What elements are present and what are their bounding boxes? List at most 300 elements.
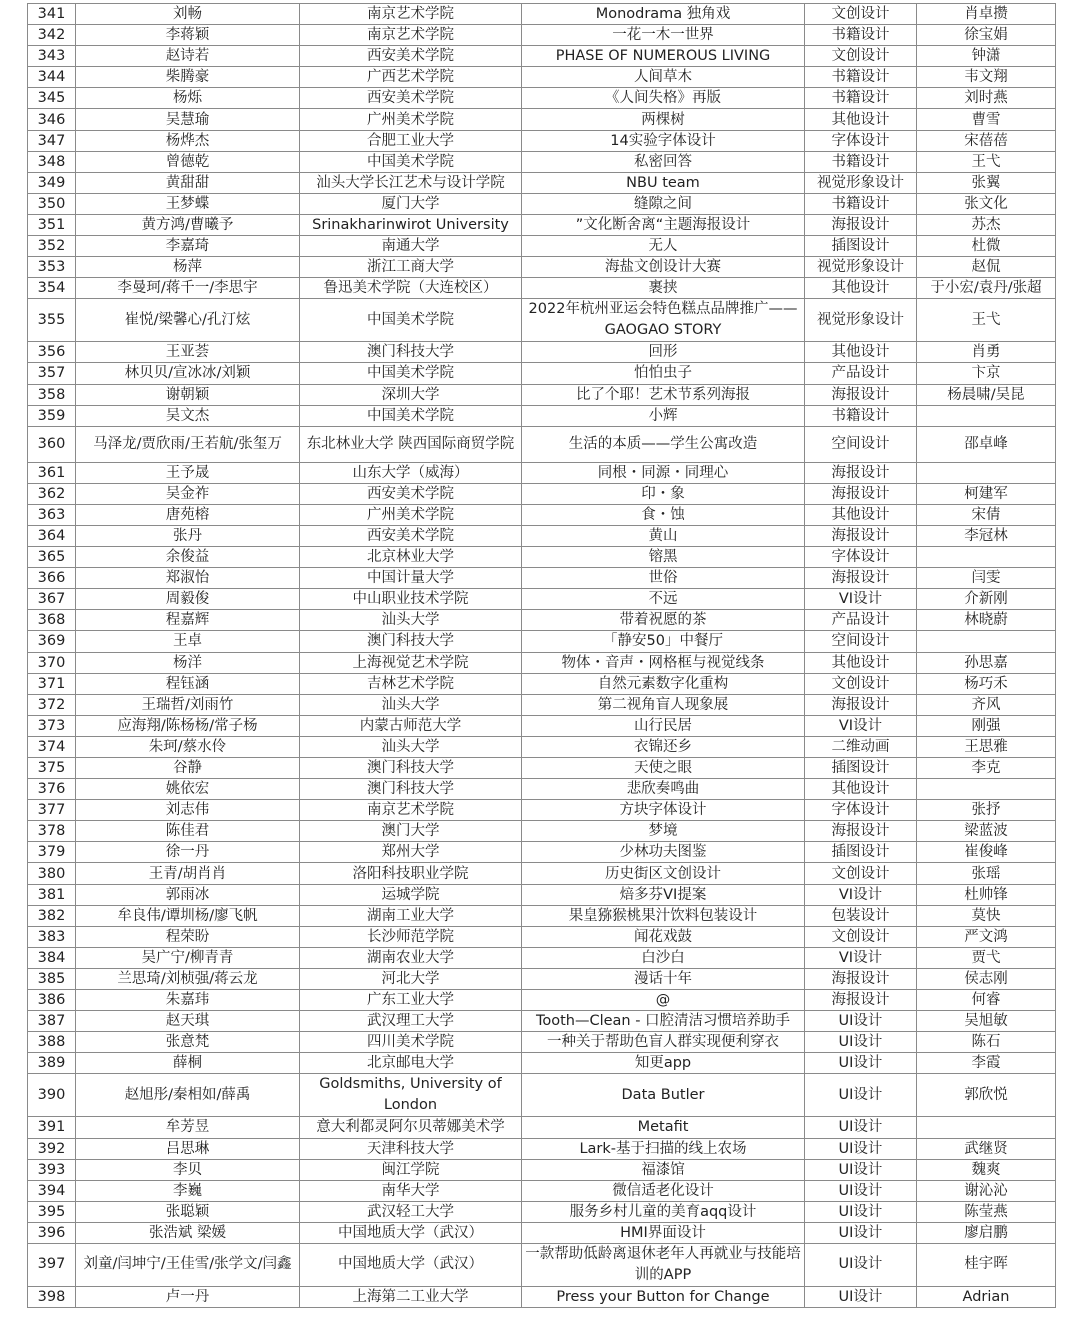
school-cell: 天津科技大学 (300, 1138, 522, 1159)
table-row (28, 504, 1056, 525)
table-row (28, 1053, 1056, 1074)
work-title-cell: 一花一木一世界 (522, 25, 805, 46)
advisor-cell: 张抒 (917, 800, 1056, 821)
row-number-cell: 357 (28, 363, 76, 384)
school-cell: 南京艺术学院 (300, 800, 522, 821)
category-cell: UI设计 (805, 1011, 917, 1032)
row-number-cell: 396 (28, 1222, 76, 1243)
category-cell: UI设计 (805, 1159, 917, 1180)
student-name-cell: 曾德乾 (76, 151, 300, 172)
advisor-cell: 肖卓攒 (917, 4, 1056, 25)
category-cell: 书籍设计 (805, 193, 917, 214)
table-row (28, 299, 1056, 342)
award-list-body (28, 4, 1056, 1308)
school-cell: 西安美术学院 (300, 525, 522, 546)
work-title-cell: 镕黑 (522, 547, 805, 568)
student-name-cell: 李贝 (76, 1159, 300, 1180)
table-row (28, 884, 1056, 905)
work-title-cell: ”文化断舍离“主题海报设计 (522, 214, 805, 235)
advisor-cell: 张翼 (917, 172, 1056, 193)
work-title-cell: 世俗 (522, 568, 805, 589)
table-row (28, 652, 1056, 673)
advisor-cell: 齐风 (917, 694, 1056, 715)
student-name-cell: 刘畅 (76, 4, 300, 25)
table-row (28, 109, 1056, 130)
student-name-cell: 马泽龙/贾欣雨/王若航/张玺万 (76, 426, 300, 462)
student-name-cell: 杨烁 (76, 88, 300, 109)
advisor-cell: 刚强 (917, 715, 1056, 736)
table-row (28, 673, 1056, 694)
table-row (28, 547, 1056, 568)
category-cell: 文创设计 (805, 46, 917, 67)
school-cell: 厦门大学 (300, 193, 522, 214)
category-cell: 字体设计 (805, 800, 917, 821)
row-number-cell: 346 (28, 109, 76, 130)
school-cell: 澳门科技大学 (300, 631, 522, 652)
advisor-cell: 侯志刚 (917, 968, 1056, 989)
work-title-cell: 《人间失格》再版 (522, 88, 805, 109)
category-cell: 海报设计 (805, 462, 917, 483)
category-cell: 书籍设计 (805, 25, 917, 46)
advisor-cell: 苏杰 (917, 214, 1056, 235)
student-name-cell: 郑淑怡 (76, 568, 300, 589)
table-row (28, 863, 1056, 884)
category-cell: 海报设计 (805, 384, 917, 405)
school-cell: 洛阳科技职业学院 (300, 863, 522, 884)
category-cell: 其他设计 (805, 652, 917, 673)
advisor-cell: 徐宝娟 (917, 25, 1056, 46)
student-name-cell: 程嘉辉 (76, 610, 300, 631)
advisor-cell: 钟潇 (917, 46, 1056, 67)
student-name-cell: 朱珂/蔡水伶 (76, 736, 300, 757)
work-title-cell: 海盐文创设计大赛 (522, 257, 805, 278)
advisor-cell: Adrian (917, 1286, 1056, 1307)
advisor-cell: 桂宇晖 (917, 1243, 1056, 1286)
work-title-cell: Lark-基于扫描的线上农场 (522, 1138, 805, 1159)
category-cell: UI设计 (805, 1138, 917, 1159)
school-cell: 西安美术学院 (300, 46, 522, 67)
row-number-cell: 368 (28, 610, 76, 631)
work-title-cell: 「静安50」中餐厅 (522, 631, 805, 652)
work-title-cell: 人间草木 (522, 67, 805, 88)
student-name-cell: 谢朝颖 (76, 384, 300, 405)
student-name-cell: 赵诗若 (76, 46, 300, 67)
category-cell: 空间设计 (805, 426, 917, 462)
school-cell: 广州美术学院 (300, 504, 522, 525)
advisor-cell: 廖启鹏 (917, 1222, 1056, 1243)
table-row (28, 1159, 1056, 1180)
row-number-cell: 377 (28, 800, 76, 821)
row-number-cell: 389 (28, 1053, 76, 1074)
work-title-cell: 带着祝愿的茶 (522, 610, 805, 631)
school-cell: 南京艺术学院 (300, 4, 522, 25)
table-row (28, 1243, 1056, 1286)
work-title-cell: 知更app (522, 1053, 805, 1074)
row-number-cell: 354 (28, 278, 76, 299)
advisor-cell (917, 405, 1056, 426)
work-title-cell: 山行民居 (522, 715, 805, 736)
category-cell: UI设计 (805, 1222, 917, 1243)
work-title-cell: PHASE OF NUMEROUS LIVING (522, 46, 805, 67)
row-number-cell: 356 (28, 342, 76, 363)
student-name-cell: 刘志伟 (76, 800, 300, 821)
student-name-cell: 张丹 (76, 525, 300, 546)
table-row (28, 610, 1056, 631)
work-title-cell: 自然元素数字化重构 (522, 673, 805, 694)
advisor-cell: 卞京 (917, 363, 1056, 384)
school-cell: 中国计量大学 (300, 568, 522, 589)
work-title-cell: NBU team (522, 172, 805, 193)
advisor-cell: 柯建军 (917, 483, 1056, 504)
row-number-cell: 370 (28, 652, 76, 673)
school-cell: 武汉理工大学 (300, 1011, 522, 1032)
student-name-cell: 李蒋颖 (76, 25, 300, 46)
row-number-cell: 342 (28, 25, 76, 46)
work-title-cell: 焙多芬VI提案 (522, 884, 805, 905)
row-number-cell: 344 (28, 67, 76, 88)
school-cell: 澳门大学 (300, 821, 522, 842)
advisor-cell: 邵卓峰 (917, 426, 1056, 462)
row-number-cell: 385 (28, 968, 76, 989)
category-cell: 海报设计 (805, 968, 917, 989)
advisor-cell (917, 779, 1056, 800)
school-cell: 西安美术学院 (300, 483, 522, 504)
school-cell: 汕头大学 (300, 736, 522, 757)
category-cell: 书籍设计 (805, 151, 917, 172)
student-name-cell: 柴腾豪 (76, 67, 300, 88)
student-name-cell: 杨烨杰 (76, 130, 300, 151)
school-cell: 内蒙古师范大学 (300, 715, 522, 736)
category-cell: 字体设计 (805, 547, 917, 568)
work-title-cell: 果皇猕猴桃果汁饮料包装设计 (522, 905, 805, 926)
row-number-cell: 364 (28, 525, 76, 546)
school-cell: 南通大学 (300, 236, 522, 257)
advisor-cell: 魏爽 (917, 1159, 1056, 1180)
student-name-cell: 应海翔/陈杨杨/常子杨 (76, 715, 300, 736)
student-name-cell: 周毅俊 (76, 589, 300, 610)
school-cell: 上海视觉艺术学院 (300, 652, 522, 673)
row-number-cell: 379 (28, 842, 76, 863)
student-name-cell: 朱嘉玮 (76, 990, 300, 1011)
table-row (28, 1286, 1056, 1307)
school-cell: 鲁迅美术学院（大连校区） (300, 278, 522, 299)
advisor-cell: 吴旭敏 (917, 1011, 1056, 1032)
row-number-cell: 352 (28, 236, 76, 257)
row-number-cell: 387 (28, 1011, 76, 1032)
work-title-cell: 历史街区文创设计 (522, 863, 805, 884)
advisor-cell: 谢沁沁 (917, 1180, 1056, 1201)
work-title-cell: 一款帮助低龄离退休老年人再就业与技能培训的APP (522, 1243, 805, 1286)
row-number-cell: 351 (28, 214, 76, 235)
table-row (28, 1201, 1056, 1222)
row-number-cell: 371 (28, 673, 76, 694)
row-number-cell: 361 (28, 462, 76, 483)
work-title-cell: 微信适老化设计 (522, 1180, 805, 1201)
table-row (28, 990, 1056, 1011)
table-row (28, 151, 1056, 172)
advisor-cell: 梁蓝波 (917, 821, 1056, 842)
advisor-cell: 李克 (917, 758, 1056, 779)
row-number-cell: 359 (28, 405, 76, 426)
work-title-cell: 物体・音声・网格框与视觉线条 (522, 652, 805, 673)
student-name-cell: 李曼珂/蒋千一/李思宇 (76, 278, 300, 299)
table-row (28, 1222, 1056, 1243)
row-number-cell: 343 (28, 46, 76, 67)
school-cell: 湖南农业大学 (300, 947, 522, 968)
category-cell: UI设计 (805, 1201, 917, 1222)
table-row (28, 905, 1056, 926)
school-cell: 湖南工业大学 (300, 905, 522, 926)
row-number-cell: 373 (28, 715, 76, 736)
row-number-cell: 390 (28, 1074, 76, 1117)
advisor-cell (917, 462, 1056, 483)
category-cell: 字体设计 (805, 130, 917, 151)
row-number-cell: 380 (28, 863, 76, 884)
category-cell: 文创设计 (805, 926, 917, 947)
student-name-cell: 谷静 (76, 758, 300, 779)
school-cell: 汕头大学 (300, 610, 522, 631)
work-title-cell: 裹挟 (522, 278, 805, 299)
school-cell: 广州美术学院 (300, 109, 522, 130)
school-cell: Goldsmiths, University of London (300, 1074, 522, 1117)
table-row (28, 947, 1056, 968)
work-title-cell: HMI界面设计 (522, 1222, 805, 1243)
category-cell: 海报设计 (805, 821, 917, 842)
student-name-cell: 杨萍 (76, 257, 300, 278)
work-title-cell: 漫话十年 (522, 968, 805, 989)
table-row (28, 1117, 1056, 1138)
school-cell: 上海第二工业大学 (300, 1286, 522, 1307)
school-cell: 山东大学（威海） (300, 462, 522, 483)
category-cell: 文创设计 (805, 4, 917, 25)
category-cell: 文创设计 (805, 863, 917, 884)
advisor-cell: 肖勇 (917, 342, 1056, 363)
work-title-cell: 比了个耶！艺术节系列海报 (522, 384, 805, 405)
row-number-cell: 386 (28, 990, 76, 1011)
row-number-cell: 383 (28, 926, 76, 947)
table-row (28, 46, 1056, 67)
category-cell: 其他设计 (805, 779, 917, 800)
table-row (28, 363, 1056, 384)
advisor-cell: 杜帅锋 (917, 884, 1056, 905)
table-row (28, 758, 1056, 779)
row-number-cell: 391 (28, 1117, 76, 1138)
category-cell: 其他设计 (805, 109, 917, 130)
row-number-cell: 398 (28, 1286, 76, 1307)
work-title-cell: 小辉 (522, 405, 805, 426)
table-row (28, 25, 1056, 46)
work-title-cell: Press your Button for Change (522, 1286, 805, 1307)
table-row (28, 842, 1056, 863)
school-cell: 吉林艺术学院 (300, 673, 522, 694)
category-cell: 海报设计 (805, 483, 917, 504)
advisor-cell (917, 1117, 1056, 1138)
table-row (28, 694, 1056, 715)
category-cell: 插图设计 (805, 842, 917, 863)
student-name-cell: 王梦蝶 (76, 193, 300, 214)
student-name-cell: 刘童/闫坤宁/王佳雪/张学文/闫鑫 (76, 1243, 300, 1286)
category-cell: UI设计 (805, 1053, 917, 1074)
student-name-cell: 卢一丹 (76, 1286, 300, 1307)
school-cell: 四川美术学院 (300, 1032, 522, 1053)
student-name-cell: 王瑞哲/刘雨竹 (76, 694, 300, 715)
row-number-cell: 394 (28, 1180, 76, 1201)
table-row (28, 631, 1056, 652)
student-name-cell: 崔悦/梁馨心/孔汀炫 (76, 299, 300, 342)
row-number-cell: 374 (28, 736, 76, 757)
school-cell: 南京艺术学院 (300, 25, 522, 46)
table-row (28, 1180, 1056, 1201)
work-title-cell: Data Butler (522, 1074, 805, 1117)
work-title-cell: 食・蚀 (522, 504, 805, 525)
category-cell: 书籍设计 (805, 88, 917, 109)
work-title-cell: 方块字体设计 (522, 800, 805, 821)
category-cell: VI设计 (805, 947, 917, 968)
advisor-cell: 武继贤 (917, 1138, 1056, 1159)
student-name-cell: 吴金祚 (76, 483, 300, 504)
school-cell: 运城学院 (300, 884, 522, 905)
table-row (28, 278, 1056, 299)
row-number-cell: 395 (28, 1201, 76, 1222)
school-cell: 河北大学 (300, 968, 522, 989)
row-number-cell: 369 (28, 631, 76, 652)
table-row (28, 525, 1056, 546)
table-row (28, 715, 1056, 736)
category-cell: UI设计 (805, 1286, 917, 1307)
table-row (28, 926, 1056, 947)
category-cell: 插图设计 (805, 236, 917, 257)
work-title-cell: 2022年杭州亚运会特色糕点品牌推广——GAOGAO STORY (522, 299, 805, 342)
row-number-cell: 392 (28, 1138, 76, 1159)
advisor-cell: 宋蓓蓓 (917, 130, 1056, 151)
school-cell: 长沙师范学院 (300, 926, 522, 947)
row-number-cell: 355 (28, 299, 76, 342)
advisor-cell: 杨巧禾 (917, 673, 1056, 694)
row-number-cell: 388 (28, 1032, 76, 1053)
work-title-cell: 两棵树 (522, 109, 805, 130)
category-cell: 海报设计 (805, 525, 917, 546)
category-cell: 海报设计 (805, 214, 917, 235)
work-title-cell: 怕怕虫子 (522, 363, 805, 384)
school-cell: 中国美术学院 (300, 299, 522, 342)
student-name-cell: 王予晟 (76, 462, 300, 483)
work-title-cell: @ (522, 990, 805, 1011)
student-name-cell: 张聪颖 (76, 1201, 300, 1222)
advisor-cell: 林晓蔚 (917, 610, 1056, 631)
work-title-cell: 衣锦还乡 (522, 736, 805, 757)
student-name-cell: 黄甜甜 (76, 172, 300, 193)
category-cell: 视觉形象设计 (805, 257, 917, 278)
row-number-cell: 381 (28, 884, 76, 905)
school-cell: 东北林业大学 陕西国际商贸学院 (300, 426, 522, 462)
school-cell: 深圳大学 (300, 384, 522, 405)
student-name-cell: 徐一丹 (76, 842, 300, 863)
work-title-cell: 回形 (522, 342, 805, 363)
student-name-cell: 黄方鸿/曹曦予 (76, 214, 300, 235)
table-row (28, 1032, 1056, 1053)
student-name-cell: 赵旭彤/秦相如/薛禹 (76, 1074, 300, 1117)
work-title-cell: Tooth—Clean - 口腔清洁习惯培养助手 (522, 1011, 805, 1032)
table-row (28, 214, 1056, 235)
row-number-cell: 363 (28, 504, 76, 525)
row-number-cell: 360 (28, 426, 76, 462)
table-row (28, 4, 1056, 25)
row-number-cell: 382 (28, 905, 76, 926)
category-cell: UI设计 (805, 1032, 917, 1053)
student-name-cell: 王卓 (76, 631, 300, 652)
student-name-cell: 程钰涵 (76, 673, 300, 694)
student-name-cell: 赵天琪 (76, 1011, 300, 1032)
advisor-cell: 贾弋 (917, 947, 1056, 968)
work-title-cell: 白沙白 (522, 947, 805, 968)
school-cell: 合肥工业大学 (300, 130, 522, 151)
work-title-cell: 服务乡村儿童的美育aqq设计 (522, 1201, 805, 1222)
advisor-cell (917, 631, 1056, 652)
school-cell: 郑州大学 (300, 842, 522, 863)
school-cell: 中国地质大学（武汉） (300, 1222, 522, 1243)
advisor-cell: 何睿 (917, 990, 1056, 1011)
student-name-cell: 吴慧瑜 (76, 109, 300, 130)
table-row (28, 172, 1056, 193)
row-number-cell: 384 (28, 947, 76, 968)
student-name-cell: 唐苑榕 (76, 504, 300, 525)
student-name-cell: 兰思琦/刘桢强/蒋云龙 (76, 968, 300, 989)
student-name-cell: 陈佳君 (76, 821, 300, 842)
student-name-cell: 张浩斌 梁媛 (76, 1222, 300, 1243)
advisor-cell: 王弋 (917, 299, 1056, 342)
work-title-cell: 生活的本质——学生公寓改造 (522, 426, 805, 462)
table-row (28, 736, 1056, 757)
category-cell: VI设计 (805, 589, 917, 610)
row-number-cell: 378 (28, 821, 76, 842)
advisor-cell: 李霞 (917, 1053, 1056, 1074)
work-title-cell: 黄山 (522, 525, 805, 546)
row-number-cell: 348 (28, 151, 76, 172)
work-title-cell: 天使之眼 (522, 758, 805, 779)
advisor-cell: 郭欣悦 (917, 1074, 1056, 1117)
advisor-cell: 韦文翔 (917, 67, 1056, 88)
school-cell: 中山职业技术学院 (300, 589, 522, 610)
table-row (28, 67, 1056, 88)
table-row (28, 193, 1056, 214)
advisor-cell: 严文鸿 (917, 926, 1056, 947)
category-cell: 文创设计 (805, 673, 917, 694)
advisor-cell: 陈石 (917, 1032, 1056, 1053)
category-cell: 书籍设计 (805, 67, 917, 88)
work-title-cell: 一种关于帮助色盲人群实现便利穿衣 (522, 1032, 805, 1053)
table-row (28, 483, 1056, 504)
advisor-cell: 孙思嘉 (917, 652, 1056, 673)
category-cell: 产品设计 (805, 610, 917, 631)
category-cell: 视觉形象设计 (805, 172, 917, 193)
table-row (28, 384, 1056, 405)
advisor-cell: 张文化 (917, 193, 1056, 214)
category-cell: VI设计 (805, 884, 917, 905)
category-cell: 海报设计 (805, 568, 917, 589)
row-number-cell: 375 (28, 758, 76, 779)
table-row (28, 589, 1056, 610)
row-number-cell: 367 (28, 589, 76, 610)
work-title-cell: Metafit (522, 1117, 805, 1138)
school-cell: 广东工业大学 (300, 990, 522, 1011)
student-name-cell: 王亚荟 (76, 342, 300, 363)
row-number-cell: 353 (28, 257, 76, 278)
advisor-cell: 曹雪 (917, 109, 1056, 130)
school-cell: 澳门科技大学 (300, 758, 522, 779)
work-title-cell: 缝隙之间 (522, 193, 805, 214)
school-cell: 中国美术学院 (300, 151, 522, 172)
work-title-cell: 私密回答 (522, 151, 805, 172)
